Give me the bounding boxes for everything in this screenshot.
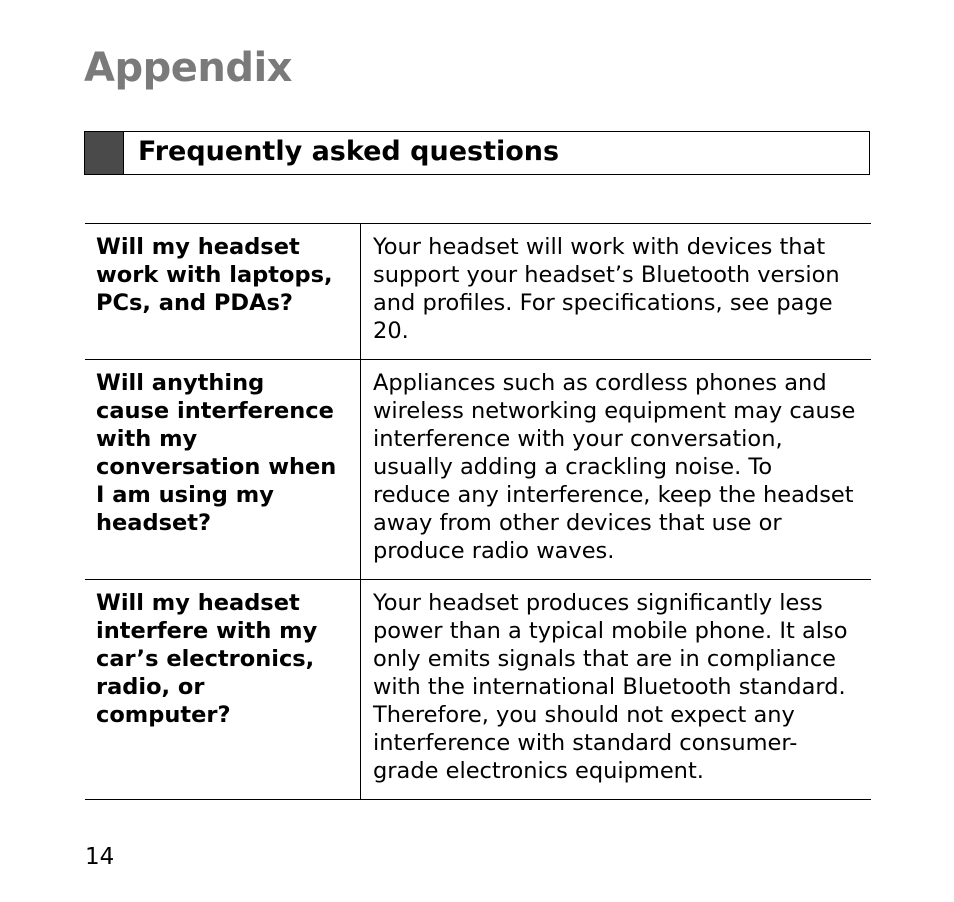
- faq-question-line: I am using my: [96, 482, 274, 508]
- faq-answer-line: Your headset produces significantly less: [373, 590, 823, 616]
- faq-answer: [361, 580, 872, 800]
- section-heading: Frequently asked questions: [138, 136, 560, 167]
- faq-answer: [361, 360, 872, 580]
- faq-answer-line: produce radio waves.: [373, 538, 615, 564]
- faq-answer-line: usually adding a crackling noise. To: [373, 454, 773, 480]
- faq-question: [85, 224, 361, 360]
- page-title: Appendix: [84, 45, 292, 91]
- section-marker-block: [85, 132, 124, 174]
- faq-row: [85, 580, 871, 800]
- faq-question-line: with my: [96, 426, 198, 452]
- faq-question-line: headset?: [96, 510, 212, 536]
- faq-question: [85, 580, 361, 800]
- faq-answer-line: 20.: [373, 318, 409, 344]
- faq-answer-line: with the international Bluetooth standard.: [373, 674, 846, 700]
- faq-question-line: Will my headset: [96, 590, 300, 616]
- faq-answer-line: Your headset will work with devices that: [373, 234, 826, 260]
- faq-question-line: work with laptops,: [96, 262, 333, 288]
- faq-answer-line: reduce any interference, keep the headset: [373, 482, 854, 508]
- faq-answer-line: grade electronics equipment.: [373, 758, 704, 784]
- faq-answer-line: wireless networking equipment may cause: [373, 398, 856, 424]
- page-number: 14: [85, 844, 115, 870]
- faq-answer-line: interference with standard consumer-: [373, 730, 798, 756]
- faq-answer-line: Therefore, you should not expect any: [373, 702, 795, 728]
- faq-answer: [361, 224, 872, 360]
- faq-answer-line: away from other devices that use or: [373, 510, 782, 536]
- faq-answer-line: interference with your conversation,: [373, 426, 783, 452]
- faq-question-line: conversation when: [96, 454, 337, 480]
- faq-question-line: interfere with my: [96, 618, 318, 644]
- faq-question-line: computer?: [96, 702, 231, 728]
- faq-question-line: Will my headset: [96, 234, 300, 260]
- faq-answer-line: only emits signals that are in compliance: [373, 646, 837, 672]
- faq-question-line: radio, or: [96, 674, 205, 700]
- faq-answer-line: support your headset’s Bluetooth version: [373, 262, 840, 288]
- faq-table: [85, 223, 871, 800]
- faq-question-line: Will anything: [96, 370, 265, 396]
- faq-row: [85, 224, 871, 360]
- faq-question-line: car’s electronics,: [96, 646, 315, 672]
- faq-answer-line: and profiles. For specifications, see page: [373, 290, 833, 316]
- faq-question-line: PCs, and PDAs?: [96, 290, 293, 316]
- section-header: [84, 131, 870, 175]
- faq-answer-line: Appliances such as cordless phones and: [373, 370, 827, 396]
- faq-question-line: cause interference: [96, 398, 334, 424]
- faq-answer-line: power than a typical mobile phone. It also: [373, 618, 848, 644]
- faq-row: [85, 360, 871, 580]
- faq-question: [85, 360, 361, 580]
